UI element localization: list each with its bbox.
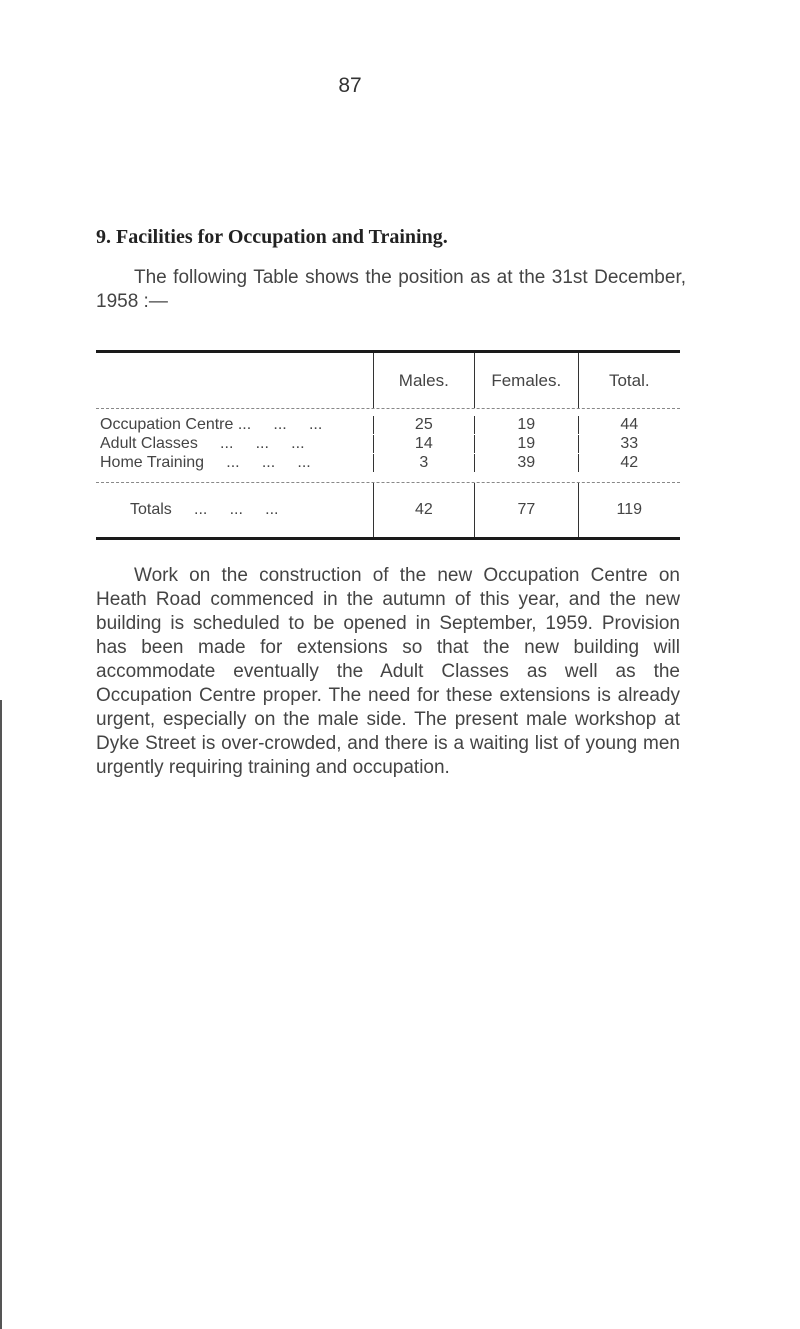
row-total: 42 xyxy=(578,454,680,472)
table-row xyxy=(96,434,680,453)
header-females: Females. xyxy=(491,370,562,390)
header-total: Total. xyxy=(608,370,650,390)
row-total: 33 xyxy=(578,435,680,453)
table-header-row xyxy=(96,353,680,408)
totals-row xyxy=(96,483,680,537)
totals-females: 77 xyxy=(517,501,536,518)
section-heading: 9. Facilities for Occupation and Training. xyxy=(96,226,448,248)
table-body xyxy=(96,409,680,482)
row-label: Occupation Centre ... ... ... xyxy=(100,415,323,433)
row-males: 3 xyxy=(373,454,474,472)
table-row xyxy=(96,415,680,434)
table-row xyxy=(96,453,680,472)
row-females: 19 xyxy=(474,435,577,453)
facilities-table xyxy=(96,350,680,540)
header-males: Males. xyxy=(398,370,449,390)
page-edge-line xyxy=(0,700,2,1329)
table-bottom-rule xyxy=(96,537,680,540)
totals-total: 119 xyxy=(616,501,643,518)
row-females: 39 xyxy=(474,454,577,472)
row-females: 19 xyxy=(474,416,577,434)
row-males: 14 xyxy=(373,435,474,453)
header-label-blank xyxy=(96,379,373,383)
totals-males: 42 xyxy=(415,501,433,518)
row-males: 25 xyxy=(373,416,474,434)
intro-paragraph: The following Table shows the position as at the 31st December, 1958 :— xyxy=(96,267,686,312)
row-total: 44 xyxy=(578,416,680,434)
body-paragraph: Work on the construction of the new Occupation Centre on Heath Road commenced in the autumn of this year, and the new building is scheduled to be opened in September, 1959. Provision has been made for extensions so that the new building will accommodate eventually the Adult Classes as well as the Occupation Centre proper. The need for these extensions is already urgent, especially on the male side. The present male workshop at Dyke Street is over-crowded, and there is a waiting list of young men urgently requiring training and occupation. xyxy=(96,565,680,778)
row-label: Home Training ... ... ... xyxy=(100,453,311,471)
page-number: 87 xyxy=(338,74,362,97)
totals-label: Totals ... ... ... xyxy=(130,501,279,518)
row-label: Adult Classes ... ... ... xyxy=(100,434,305,452)
